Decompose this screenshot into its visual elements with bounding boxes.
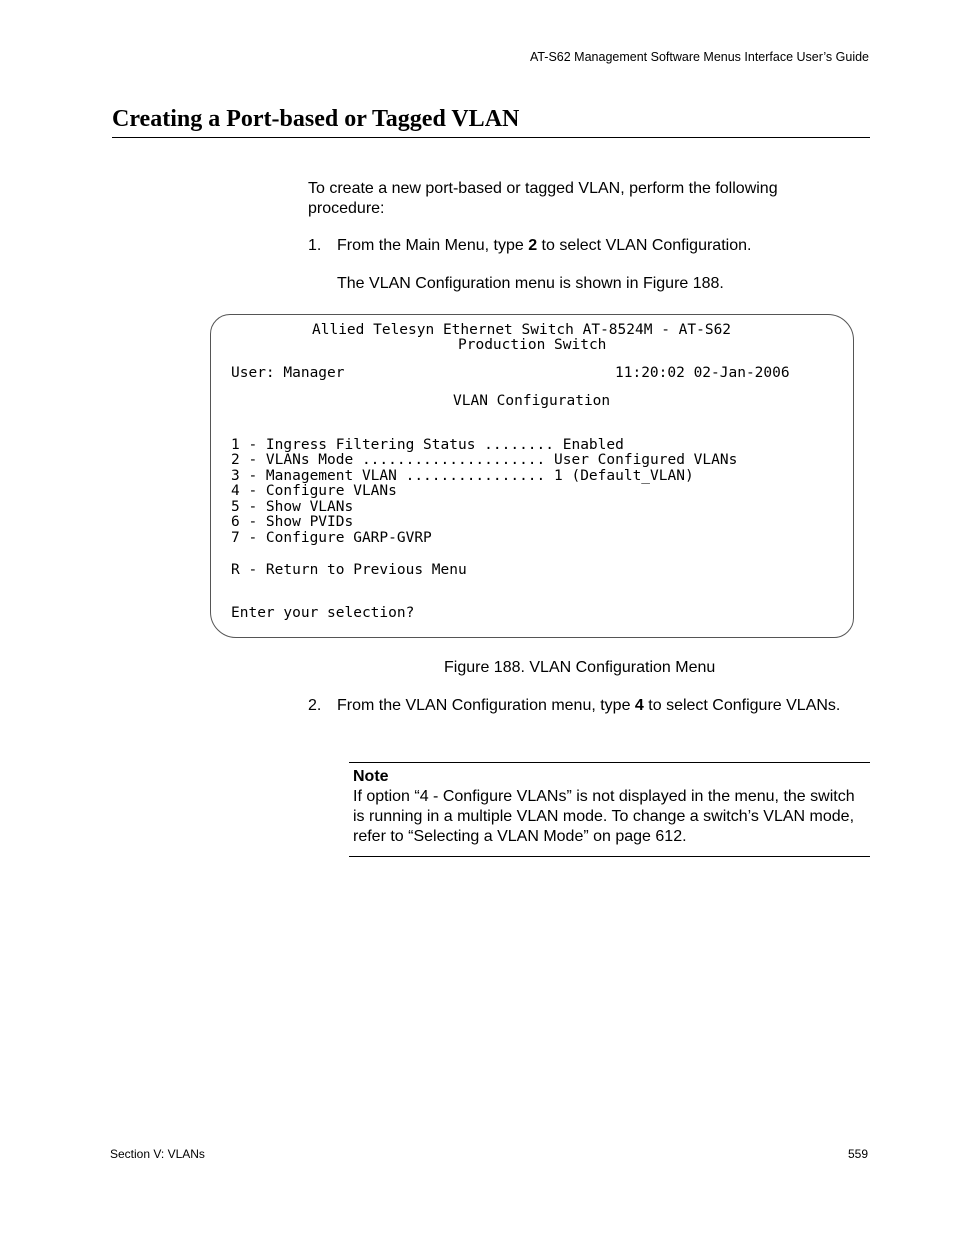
terminal-menu-title: VLAN Configuration — [453, 393, 611, 409]
figure-caption: Figure 188. VLAN Configuration Menu — [444, 659, 716, 676]
terminal-datetime: 11:20:02 02-Jan-2006 — [615, 365, 790, 381]
step-1-result: The VLAN Configuration menu is shown in Figure 188. — [337, 275, 724, 292]
step-text: From the VLAN Configuration menu, type 4 to select Configure VLANs. — [337, 697, 841, 714]
note-box — [349, 762, 870, 857]
terminal-user: User: Manager — [231, 365, 345, 381]
terminal-banner: Allied Telesyn Ethernet Switch AT-8524M - AT-S62 — [312, 322, 732, 338]
note-title: Note — [353, 768, 389, 785]
footer-section: Section V: VLANs — [110, 1147, 205, 1161]
menu-item: 6 - Show PVIDs — [231, 514, 354, 530]
step-2 — [308, 696, 848, 716]
step-1 — [308, 236, 848, 256]
section-title: Creating a Port-based or Tagged VLAN — [112, 106, 870, 138]
menu-item: 7 - Configure GARP-GVRP — [231, 530, 432, 546]
key-value: 2 — [528, 237, 538, 254]
step-text: From the Main Menu, type 2 to select VLAN Configuration. — [337, 237, 752, 254]
menu-item-return: R - Return to Previous Menu — [231, 562, 467, 578]
step-number: 2. — [308, 697, 322, 714]
key-value: 4 — [634, 697, 644, 714]
menu-item: 4 - Configure VLANs — [231, 483, 397, 499]
running-header: AT-S62 Management Software Menus Interface User’s Guide — [529, 50, 869, 64]
note-body: If option “4 - Configure VLANs” is not displayed in the menu, the switch is running in a multiple VLAN mode. To change a switch’s VLAN mode, refer to “Selecting a VLAN Mode” on page 612. — [353, 788, 855, 845]
menu-item: 3 - Management VLAN ................ 1 (Default_VLAN) — [231, 468, 694, 484]
menu-item: 2 - VLANs Mode ..................... User Configured VLANs — [231, 452, 738, 468]
menu-item: 1 - Ingress Filtering Status ........ Enabled — [231, 437, 624, 453]
step-number: 1. — [308, 237, 322, 254]
terminal-switch-name: Production Switch — [458, 337, 607, 353]
terminal-screen-figure — [210, 314, 854, 638]
terminal-prompt: Enter your selection? — [231, 605, 415, 621]
page-number: 559 — [847, 1147, 868, 1161]
menu-item: 5 - Show VLANs — [231, 499, 354, 515]
intro-paragraph: To create a new port-based or tagged VLAN, perform the following procedure: — [308, 180, 778, 217]
